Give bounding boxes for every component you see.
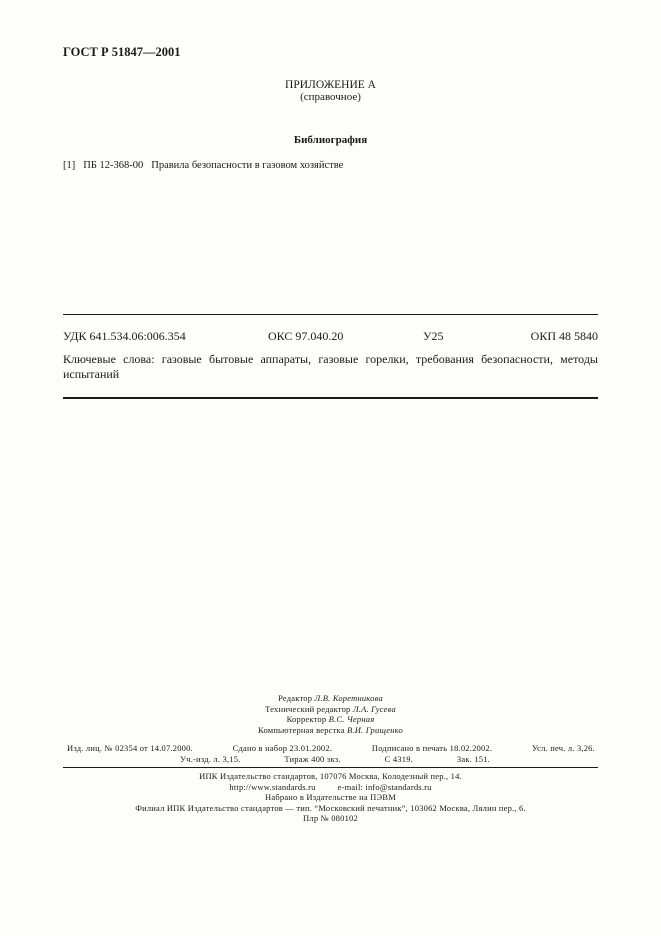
credit-layout <box>0 725 661 736</box>
credit-layout-label: Компьютерная верстка <box>258 724 345 735</box>
publishing-sheets: Уч.-изд. л. 3,15. <box>180 754 241 764</box>
appendix-title: ПРИЛОЖЕНИЕ А <box>285 79 376 91</box>
publisher-email: e-mail: info@standards.ru <box>337 781 432 792</box>
credit-tech-editor-name: Л.А. Гусева <box>352 703 396 714</box>
branch-address: Филиал ИПК Издательство стандартов — тип. “Московский печатник”, 103062 Москва, Лялин пер., 6. <box>135 802 526 813</box>
credit-editor <box>0 693 661 704</box>
credit-layout-name: В.И. Грищенко <box>347 724 403 735</box>
publication-row-2 <box>180 754 490 764</box>
publisher-address: ИПК Издательство стандартов, 107076 Москва, Колодезный пер., 14. <box>199 771 462 781</box>
publication-row-1 <box>67 743 595 753</box>
credit-proofreader-name: В.С. Черная <box>328 714 375 724</box>
udk-code: УДК 641.534.06:006.354 <box>63 329 186 343</box>
group-code: У25 <box>423 329 444 343</box>
license-number: Плр № 080102 <box>303 813 358 823</box>
credit-tech-editor <box>0 704 661 715</box>
credits-block <box>0 693 661 735</box>
publisher-url: http://www.standards.ru <box>229 781 316 792</box>
license-info: Изд. лиц. № 02354 от 14.07.2000. <box>67 743 193 753</box>
credit-editor-name: Л.В. Коретникова <box>314 693 383 703</box>
c-number: С 4319. <box>384 754 413 764</box>
credit-editor-label: Редактор <box>278 693 313 703</box>
okp-code: ОКП 48 5840 <box>530 329 598 343</box>
bibliography-entry-number: [1] <box>63 160 76 171</box>
divider-top <box>63 314 598 315</box>
print-sheets: Усл. печ. л. 3,26. <box>531 743 595 753</box>
publisher-contacts <box>0 782 661 793</box>
appendix-subtitle: (справочное) <box>300 91 361 103</box>
credit-tech-editor-label: Технический редактор <box>265 703 351 714</box>
publisher-divider <box>63 767 598 768</box>
classification-row <box>63 329 598 344</box>
sent-to-typesetting: Сдано в набор 23.01.2002. <box>232 743 333 753</box>
keywords: Ключевые слова: газовые бытовые аппараты, газовые горелки, требования безопасности, методы испытаний <box>63 352 598 381</box>
credit-proofreader-label: Корректор <box>286 714 327 724</box>
divider-bottom <box>63 397 598 399</box>
oks-code: ОКС 97.040.20 <box>268 329 344 343</box>
bibliography-title: Библиография <box>293 134 368 146</box>
circulation: Тираж 400 экз. <box>284 754 341 764</box>
publisher-block <box>0 771 661 824</box>
bibliography-entry <box>63 160 343 171</box>
typeset-note: Набрано в Издательстве на ПЭВМ <box>265 792 396 802</box>
signed-for-print: Подписано в печать 18.02.2002. <box>371 743 493 753</box>
credit-proofreader <box>0 714 661 725</box>
order-number: Зак. 151. <box>456 754 490 764</box>
bibliography-entry-code: ПБ 12-368-00 <box>83 160 144 171</box>
bibliography-entry-text: Правила безопасности в газовом хозяйстве <box>151 160 344 171</box>
document-code: ГОСТ Р 51847—2001 <box>63 45 181 59</box>
